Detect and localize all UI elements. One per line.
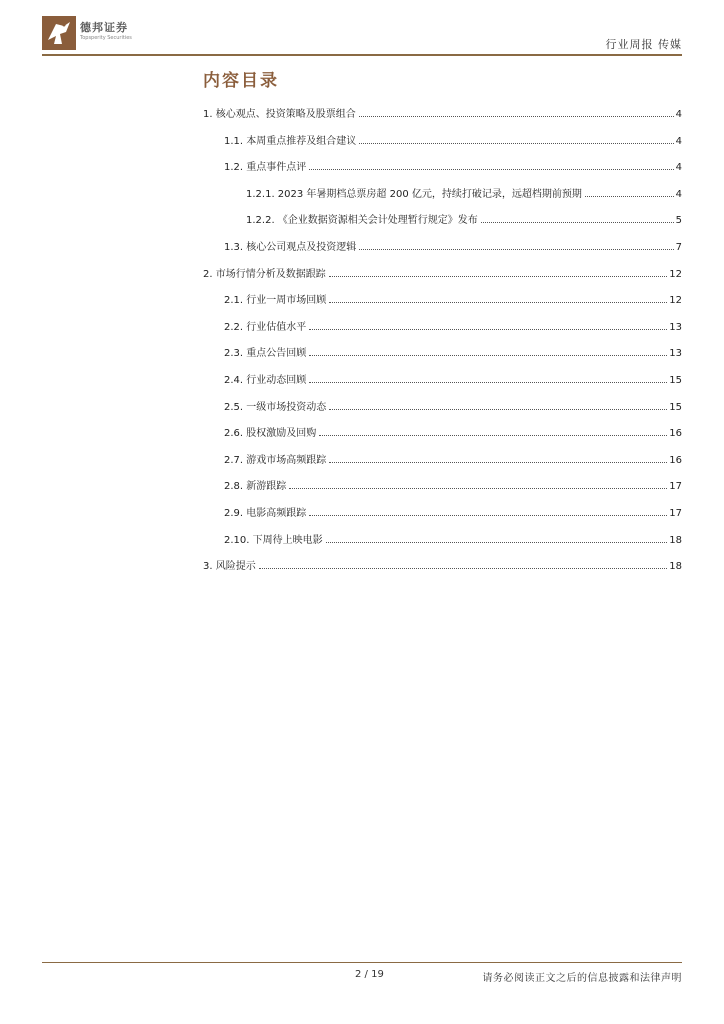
toc-leader-dots: [359, 248, 673, 250]
footer-divider: [42, 962, 682, 963]
report-type: 行业周报 传媒: [605, 38, 682, 51]
toc-entry-page: 7: [675, 242, 682, 253]
toc-entry-label: 1.1. 本周重点推荐及组合建议: [224, 135, 357, 147]
toc-leader-dots: [326, 541, 668, 543]
toc-entry-page: 4: [675, 162, 682, 174]
toc-entry-label: 2.7. 游戏市场高频跟踪: [224, 454, 327, 466]
toc-entry-label: 2.9. 电影高频跟踪: [224, 508, 307, 519]
toc-entry[interactable]: [246, 185, 682, 199]
toc-leader-dots: [329, 461, 667, 463]
toc-entry[interactable]: [224, 371, 682, 385]
toc-entry-page: 16: [669, 454, 682, 466]
logo-name: 德邦证券: [80, 21, 128, 34]
toc-entry[interactable]: [246, 211, 682, 225]
toc-entry[interactable]: [224, 504, 682, 518]
toc-leader-dots: [309, 328, 667, 330]
header-divider: [42, 54, 682, 56]
logo-english-name: Topsperity Securities: [80, 35, 132, 41]
toc-entry-page: 17: [669, 508, 682, 519]
toc-entry-label: 1.2.2. 《企业数据资源相关会计处理暂行规定》发布: [246, 215, 478, 227]
toc-entry[interactable]: [224, 531, 682, 545]
toc-leader-dots: [585, 195, 674, 197]
toc-leader-dots: [329, 408, 667, 410]
toc-leader-dots: [309, 381, 667, 383]
toc-entry[interactable]: [203, 265, 682, 279]
toc-entry-label: 1.3. 核心公司观点及投资逻辑: [224, 242, 357, 253]
toc-leader-dots: [289, 487, 667, 489]
toc-leader-dots: [481, 221, 674, 223]
toc-entry-page: 15: [669, 401, 682, 413]
toc-leader-dots: [309, 168, 673, 170]
toc-entry-page: 13: [669, 348, 682, 360]
toc-entry-page: 12: [669, 268, 682, 280]
toc-entry[interactable]: [203, 557, 682, 571]
toc-entry[interactable]: [224, 344, 682, 358]
toc-entry-page: 15: [669, 375, 682, 386]
toc-leader-dots: [329, 275, 668, 277]
toc-entry-page: 16: [669, 428, 682, 440]
toc-entry-label: 2.5. 一级市场投资动态: [224, 401, 327, 413]
page-header: [42, 14, 682, 56]
footer-disclaimer: 请务必阅读正文之后的信息披露和法律声明: [482, 973, 682, 984]
toc-entry-label: 2.3. 重点公告回顾: [224, 348, 307, 360]
toc-entry-label: 1.2. 重点事件点评: [224, 162, 307, 174]
toc-entry-page: 4: [675, 188, 682, 200]
toc-entry[interactable]: [224, 238, 682, 252]
toc-entry-label: 2.1. 行业一周市场回顾: [224, 295, 327, 307]
toc-leader-dots: [359, 115, 674, 117]
toc-entry-page: 4: [675, 135, 682, 147]
toc-entry-label: 2.4. 行业动态回顾: [224, 375, 307, 386]
toc-entry-label: 2.2. 行业估值水平: [224, 321, 307, 333]
toc-leader-dots: [259, 567, 668, 569]
toc-leader-dots: [359, 142, 673, 144]
toc-entry-label: 2.8. 新游跟踪: [224, 481, 287, 493]
toc-entry-label: 2. 市场行情分析及数据跟踪: [203, 268, 326, 280]
toc-entry[interactable]: [203, 105, 682, 119]
page-number: 2 / 19: [355, 969, 384, 980]
toc-entry[interactable]: [224, 451, 682, 465]
toc-entry-label: 2.6. 股权激励及回购: [224, 428, 317, 440]
toc-entry[interactable]: [224, 132, 682, 146]
toc-entry-page: 4: [675, 109, 682, 120]
toc-entry[interactable]: [224, 477, 682, 491]
toc-leader-dots: [329, 301, 667, 303]
toc-entry-page: 5: [675, 215, 682, 227]
toc-entry[interactable]: [224, 291, 682, 305]
toc-leader-dots: [309, 514, 667, 516]
toc-title: 内容目录: [203, 71, 279, 91]
toc-entry[interactable]: [224, 318, 682, 332]
toc-entry-page: 18: [669, 561, 682, 573]
toc-entry-page: 13: [669, 321, 682, 333]
toc-entry[interactable]: [224, 424, 682, 438]
toc-entry-label: 3. 风险提示: [203, 561, 256, 573]
toc-leader-dots: [319, 434, 667, 436]
toc-entry[interactable]: [224, 398, 682, 412]
toc-entry-label: 1.2.1. 2023 年暑期档总票房超 200 亿元，持续打破记录，远超档期前预期: [246, 188, 582, 200]
toc-entry-label: 1. 核心观点、投资策略及股票组合: [203, 109, 356, 120]
toc-entry-label: 2.10. 下周待上映电影: [224, 534, 323, 546]
toc-entry-page: 12: [669, 295, 682, 307]
logo-mark-icon: [42, 16, 76, 50]
toc-entry[interactable]: [224, 158, 682, 172]
toc-leader-dots: [309, 354, 667, 356]
company-logo: [42, 14, 152, 50]
toc-entry-page: 17: [669, 481, 682, 493]
toc-entry-page: 18: [669, 534, 682, 546]
